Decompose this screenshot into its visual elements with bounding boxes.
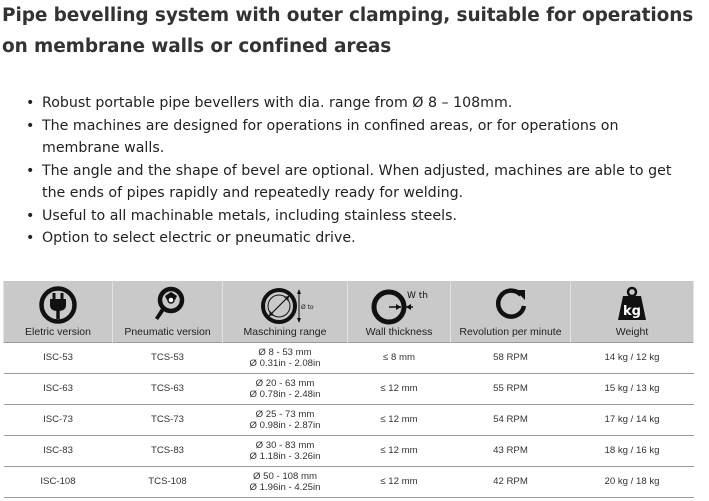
column-header-pneumatic <box>113 281 223 343</box>
cell-wall: ≤ 8 mm <box>348 343 451 374</box>
cell-weight: 14 kg / 12 kg <box>571 343 694 374</box>
weight-icon-text: kg <box>623 304 641 319</box>
cell-weight: 17 kg / 14 kg <box>571 405 694 436</box>
feature-item: • The machines are designed for operations in confined areas, or for operations on membrane walls. <box>26 115 696 160</box>
cell-range <box>223 374 348 405</box>
range-in: Ø 0.98in - 2.87in <box>249 420 321 431</box>
cell-electric: ISC-53 <box>4 343 113 374</box>
table-header-row <box>4 281 694 343</box>
table-row <box>4 467 694 498</box>
cell-weight: 15 kg / 13 kg <box>571 374 694 405</box>
cell-pneumatic: TCS-53 <box>113 343 223 374</box>
cell-wall: ≤ 12 mm <box>348 436 451 467</box>
wall-thickness-icon-text: W th <box>407 291 428 301</box>
column-header-rpm <box>451 281 571 343</box>
column-header-label: Weight <box>615 326 649 338</box>
cell-wall: ≤ 12 mm <box>348 467 451 498</box>
column-header-weight <box>571 281 694 343</box>
cell-range <box>223 405 348 436</box>
feature-list <box>26 92 696 250</box>
cell-electric: ISC-108 <box>4 467 113 498</box>
cell-pneumatic: TCS-108 <box>113 467 223 498</box>
plug-icon <box>4 285 112 325</box>
table-row <box>4 343 694 374</box>
range-in: Ø 1.96in - 4.25in <box>249 482 321 493</box>
table-row <box>4 436 694 467</box>
range-in: Ø 1.18in - 3.26in <box>249 451 321 462</box>
cell-range <box>223 343 348 374</box>
column-header-label: Wall thickness <box>365 326 433 338</box>
wall-thickness-icon <box>348 285 450 325</box>
range-mm: Ø 30 - 83 mm <box>255 440 315 451</box>
cell-rpm: 54 RPM <box>451 405 571 436</box>
range-mm: Ø 20 - 63 mm <box>255 378 315 389</box>
cell-range <box>223 436 348 467</box>
cell-pneumatic: TCS-83 <box>113 436 223 467</box>
cell-weight: 18 kg / 16 kg <box>571 436 694 467</box>
diameter-icon <box>223 285 347 325</box>
cell-wall: ≤ 12 mm <box>348 405 451 436</box>
column-header-electric <box>4 281 113 343</box>
cell-pneumatic: TCS-63 <box>113 374 223 405</box>
column-header-label: Revolution per minute <box>459 326 562 338</box>
feature-item: • Useful to all machinable metals, including stainless steels. <box>26 205 696 228</box>
table-row <box>4 405 694 436</box>
column-header-wall <box>348 281 451 343</box>
column-header-range <box>223 281 348 343</box>
feature-item: • Option to select electric or pneumatic drive. <box>26 227 696 250</box>
table-row <box>4 374 694 405</box>
feature-item: • Robust portable pipe bevellers with dia. range from Ø 8 – 108mm. <box>26 92 696 115</box>
cell-pneumatic: TCS-73 <box>113 405 223 436</box>
column-header-label: Maschining range <box>243 326 327 338</box>
cell-electric: ISC-83 <box>4 436 113 467</box>
range-in: Ø 0.31in - 2.08in <box>249 358 321 369</box>
column-header-label: Eletric version <box>25 326 91 338</box>
cell-wall: ≤ 12 mm <box>348 374 451 405</box>
cell-electric: ISC-73 <box>4 405 113 436</box>
cell-electric: ISC-63 <box>4 374 113 405</box>
cell-rpm: 55 RPM <box>451 374 571 405</box>
cell-range <box>223 467 348 498</box>
cell-rpm: 42 RPM <box>451 467 571 498</box>
spec-table <box>3 281 694 498</box>
cell-rpm: 43 RPM <box>451 436 571 467</box>
cell-rpm: 58 RPM <box>451 343 571 374</box>
range-mm: Ø 8 - 53 mm <box>258 347 312 358</box>
page-title: Pipe bevelling system with outer clamping, suitable for operations on membrane walls or confined areas <box>2 5 694 57</box>
column-header-label: Pneumatic version <box>124 326 211 338</box>
feature-item: • The angle and the shape of bevel are optional. When adjusted, machines are able to get the ends of pipes rapidly and repeatedly ready for welding. <box>26 160 696 205</box>
wrench-icon <box>113 285 222 325</box>
range-mm: Ø 25 - 73 mm <box>255 409 315 420</box>
range-in: Ø 0.78in - 2.48in <box>249 389 321 400</box>
range-mm: Ø 50 - 108 mm <box>253 471 317 482</box>
diameter-icon-text: Ø to <box>301 304 314 311</box>
weight-icon <box>571 285 693 325</box>
rotation-icon <box>451 285 570 325</box>
cell-weight: 20 kg / 18 kg <box>571 467 694 498</box>
